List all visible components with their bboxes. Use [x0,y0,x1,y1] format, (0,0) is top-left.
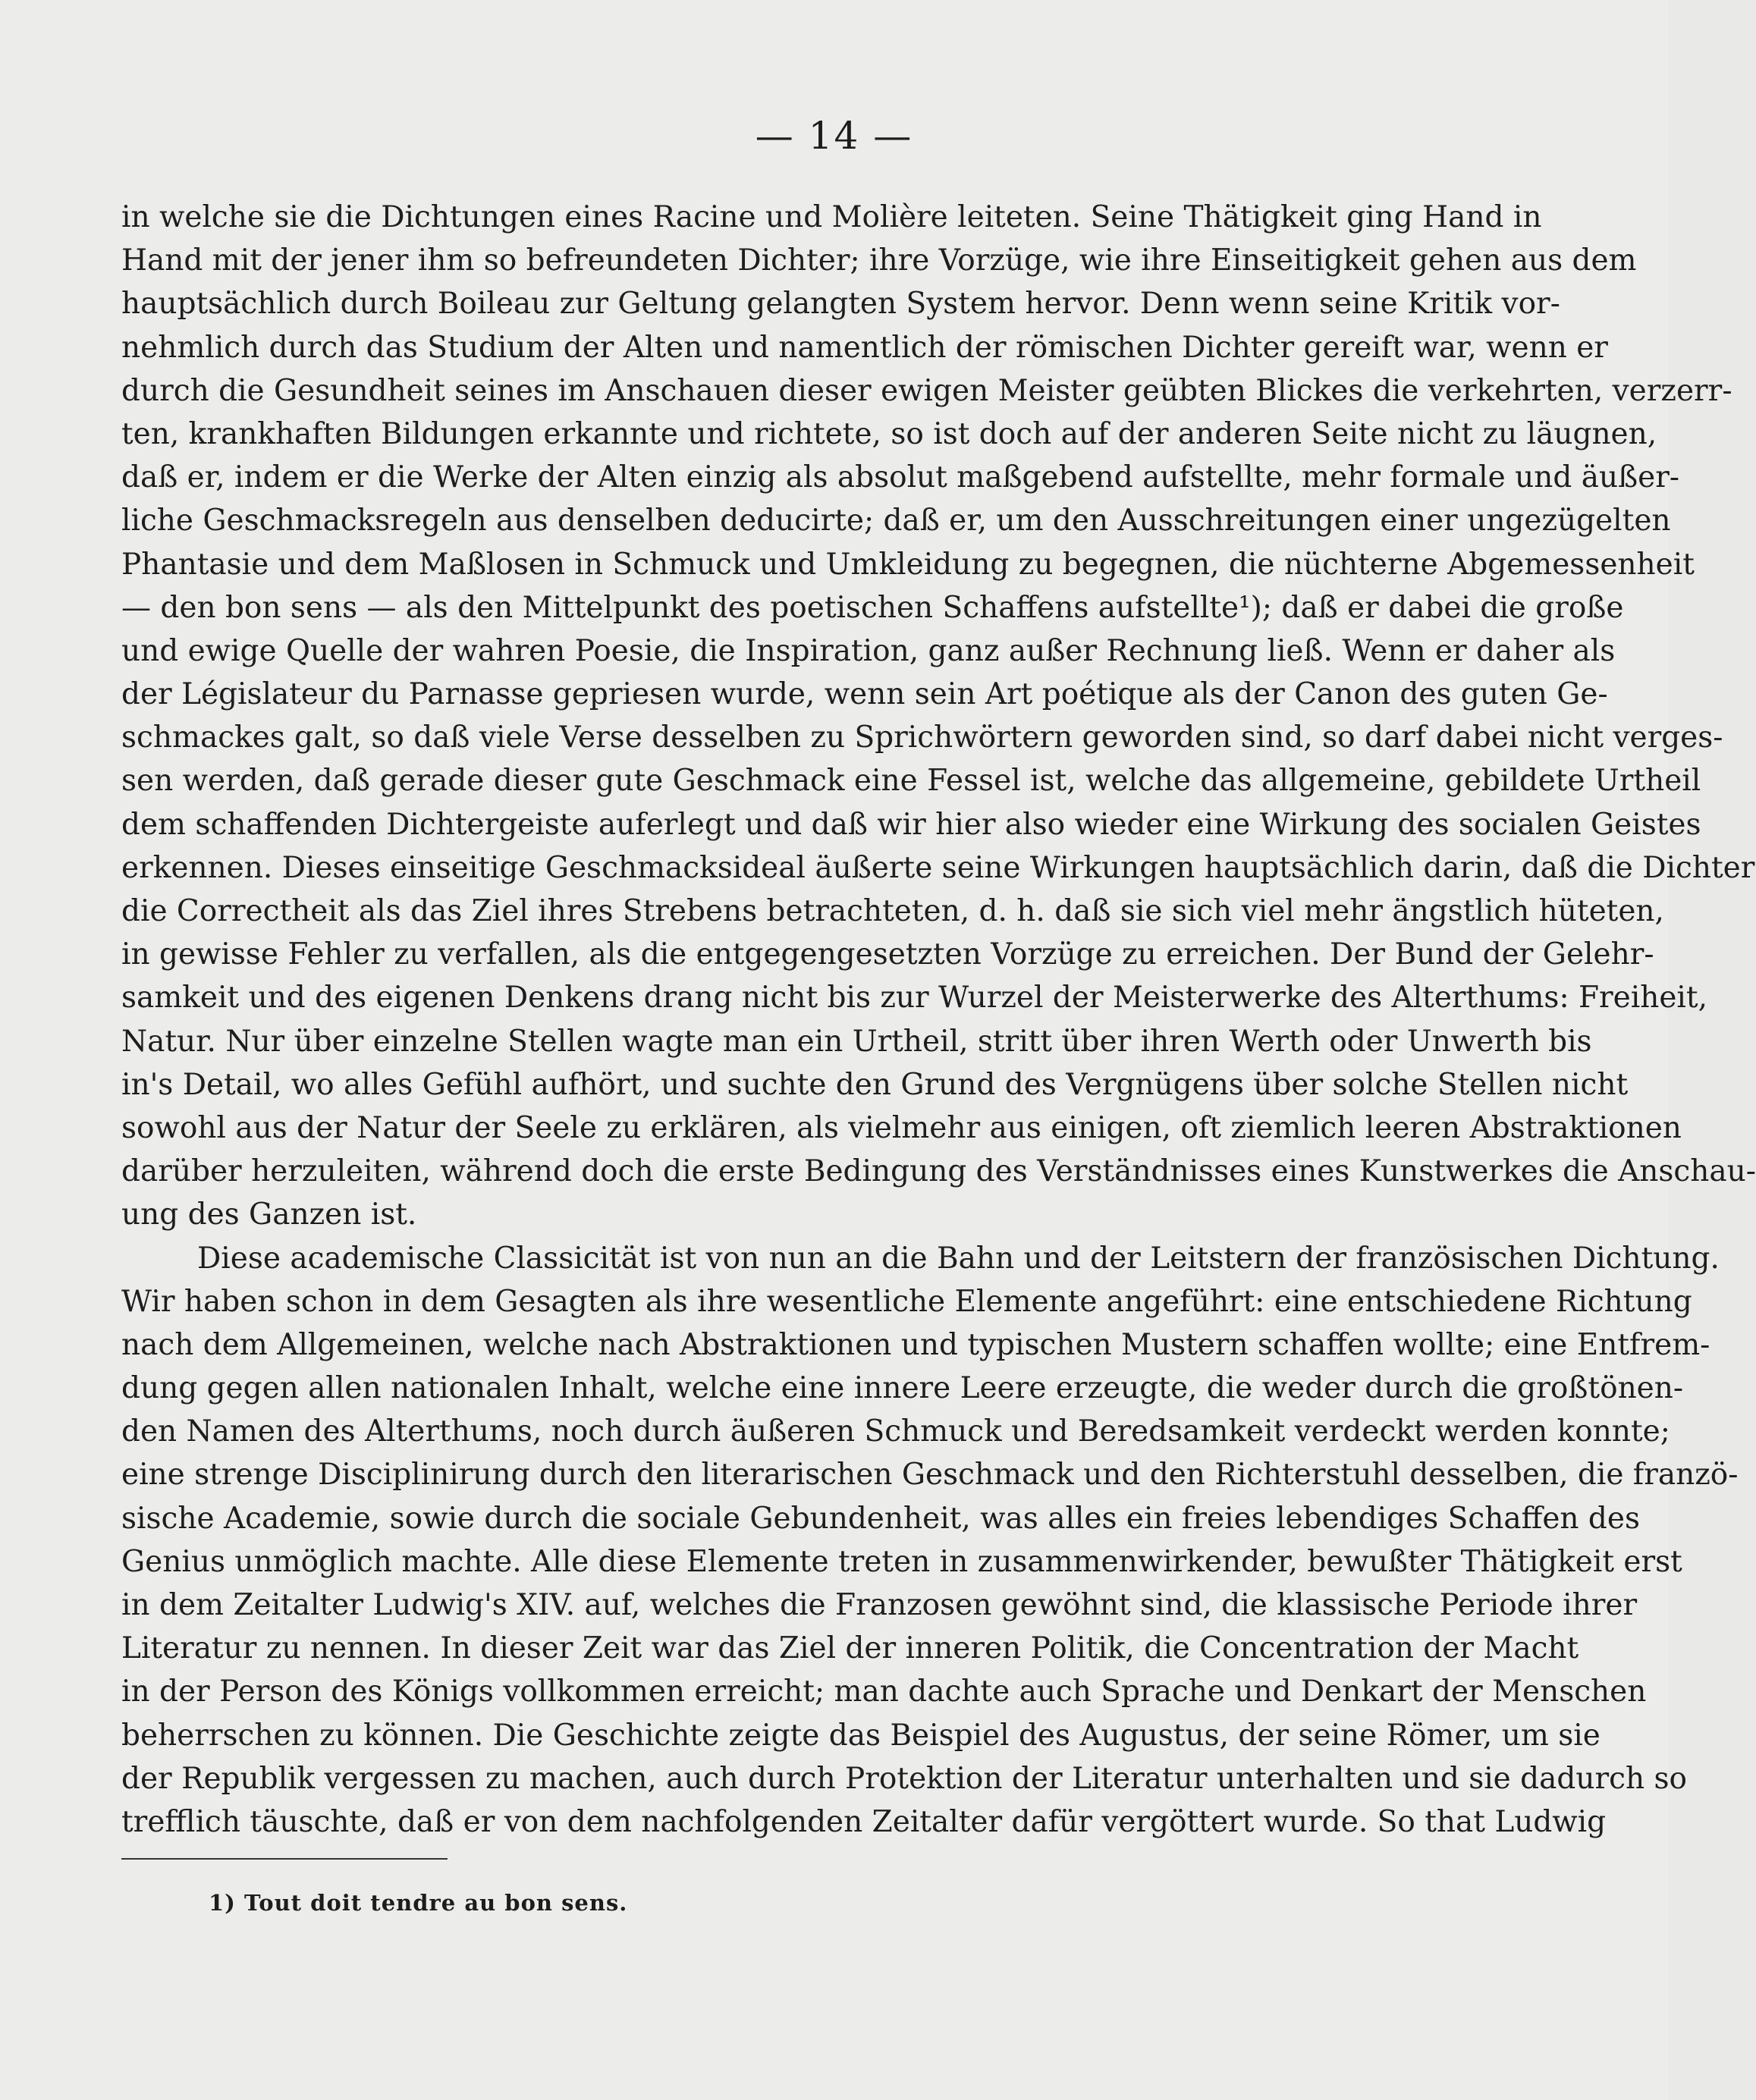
text-line: trefflich täuschte, daß er von dem nachfolgenden Zeitalter dafür vergöttert wurde. So that Ludwig [121,1804,1607,1839]
text-line: Hand mit der jener ihm so befreundeten Dichter; ihre Vorzüge, wie ihre Einseitigkeit gehen aus dem [121,243,1637,278]
text-line: durch die Gesundheit seines im Anschauen dieser ewigen Meister geübten Blickes die verkehrten, verzerr- [121,373,1732,408]
footnote-divider [121,1858,448,1860]
text-line: den Namen des Alterthums, noch durch äußeren Schmuck und Beredsamkeit verdeckt werden konnte; [121,1414,1670,1449]
text-line: samkeit und des eigenen Denkens drang nicht bis zur Wurzel der Meisterwerke des Alterthums: Freiheit, [121,981,1707,1015]
footnote: 1) Tout doit tendre au bon sens. [209,1890,628,1916]
text-line: ung des Ganzen ist. [121,1198,417,1232]
text-line: Diese academische Classicität ist von nun an die Bahn und der Leitstern der französischen Dichtung. [197,1241,1720,1276]
text-line: eine strenge Disciplinirung durch den literarischen Geschmack und den Richterstuhl desselben, die franzö- [121,1458,1739,1493]
text-line: nach dem Allgemeinen, welche nach Abstraktionen und typischen Mustern schaffen wollte; eine Entfrem- [121,1327,1710,1362]
text-line: erkennen. Dieses einseitige Geschmacksideal äußerte seine Wirkungen hauptsächlich darin, daß die Dichter [121,850,1755,885]
text-line: die Correctheit als das Ziel ihres Strebens betrachteten, d. h. daß sie sich viel mehr ängstlich hüteten, [121,894,1664,928]
text-line: sen werden, daß gerade dieser gute Geschmack eine Fessel ist, welche das allgemeine, gebildete Urtheil [121,764,1701,799]
text-line: liche Geschmacksregeln aus denselben deducirte; daß er, um den Ausschreitungen einer ungezügelten [121,504,1671,538]
text-line: und ewige Quelle der wahren Poesie, die Inspiration, ganz außer Rechnung ließ. Wenn er daher als [121,633,1616,668]
text-line: dung gegen allen nationalen Inhalt, welche eine innere Leere erzeugte, die weder durch die großtönen- [121,1371,1684,1406]
text-line: darüber herzuleiten, während doch die erste Bedingung des Verständnisses eines Kunstwerkes die Anschau- [121,1154,1756,1189]
text-line: Wir haben schon in dem Gesagten als ihre wesentliche Elemente angeführt: eine entschiedene Richtung [121,1284,1692,1319]
text-line: in der Person des Königs vollkommen erreicht; man dachte auch Sprache und Denkart der Menschen [121,1675,1647,1709]
text-line: in's Detail, wo alles Gefühl aufhört, und suchte den Grund des Vergnügens über solche Stellen nicht [121,1067,1629,1102]
text-line: ten, krankhaften Bildungen erkannte und richtete, so ist doch auf der anderen Seite nicht zu läugnen, [121,416,1657,451]
text-line: sische Academie, sowie durch die sociale Gebundenheit, was alles ein freies lebendiges Schaffen des [121,1501,1640,1536]
text-line: dem schaffenden Dichtergeiste auferlegt und daß wir hier also wieder eine Wirkung des socialen Geistes [121,807,1701,842]
text-line: der Republik vergessen zu machen, auch durch Protektion der Literatur unterhalten und sie dadurch so [121,1761,1687,1796]
text-line: in dem Zeitalter Ludwig's XIV. auf, welches die Franzosen gewöhnt sind, die klassische Periode ihrer [121,1588,1638,1622]
text-line: daß er, indem er die Werke der Alten einzig als absolut maßgebend aufstellte, mehr formale und äußer- [121,460,1680,495]
body-text [121,196,1756,1844]
text-line: Literatur zu nennen. In dieser Zeit war das Ziel der inneren Politik, die Concentration der Macht [121,1631,1579,1666]
text-line: in gewisse Fehler zu verfallen, als die entgegengesetzten Vorzüge zu erreichen. Der Bund der Gelehr- [121,937,1654,972]
text-line: nehmlich durch das Studium der Alten und namentlich der römischen Dichter gereift war, wenn er [121,330,1608,365]
text-line: schmackes galt, so daß viele Verse desselben zu Sprichwörtern geworden sind, so darf dabei nicht verges- [121,720,1723,755]
text-line: Genius unmöglich machte. Alle diese Elemente treten in zusammenwirkender, bewußter Thätigkeit erst [121,1544,1682,1579]
text-line: hauptsächlich durch Boileau zur Geltung gelangten System hervor. Denn wenn seine Kritik vor- [121,287,1560,322]
text-line: — den bon sens — als den Mittelpunkt des poetischen Schaffens aufstellte¹); daß er dabei die große [121,590,1624,625]
text-line: in welche sie die Dichtungen eines Racine und Molière leiteten. Seine Thätigkeit ging Hand in [121,200,1542,234]
text-line: beherrschen zu können. Die Geschichte zeigte das Beispiel des Augustus, der seine Römer, um sie [121,1718,1601,1753]
text-line: sowohl aus der Natur der Seele zu erklären, als vielmehr aus einigen, oft ziemlich leeren Abstraktionen [121,1110,1682,1145]
page-number: — 14 — [755,114,913,158]
text-line: der Législateur du Parnasse gepriesen wurde, wenn sein Art poétique als der Canon des guten Ge- [121,677,1608,712]
text-line: Phantasie und dem Maßlosen in Schmuck und Umkleidung zu begegnen, die nüchterne Abgemessenheit [121,547,1695,582]
text-line: Natur. Nur über einzelne Stellen wagte man ein Urtheil, stritt über ihren Werth oder Unwerth bis [121,1024,1592,1059]
